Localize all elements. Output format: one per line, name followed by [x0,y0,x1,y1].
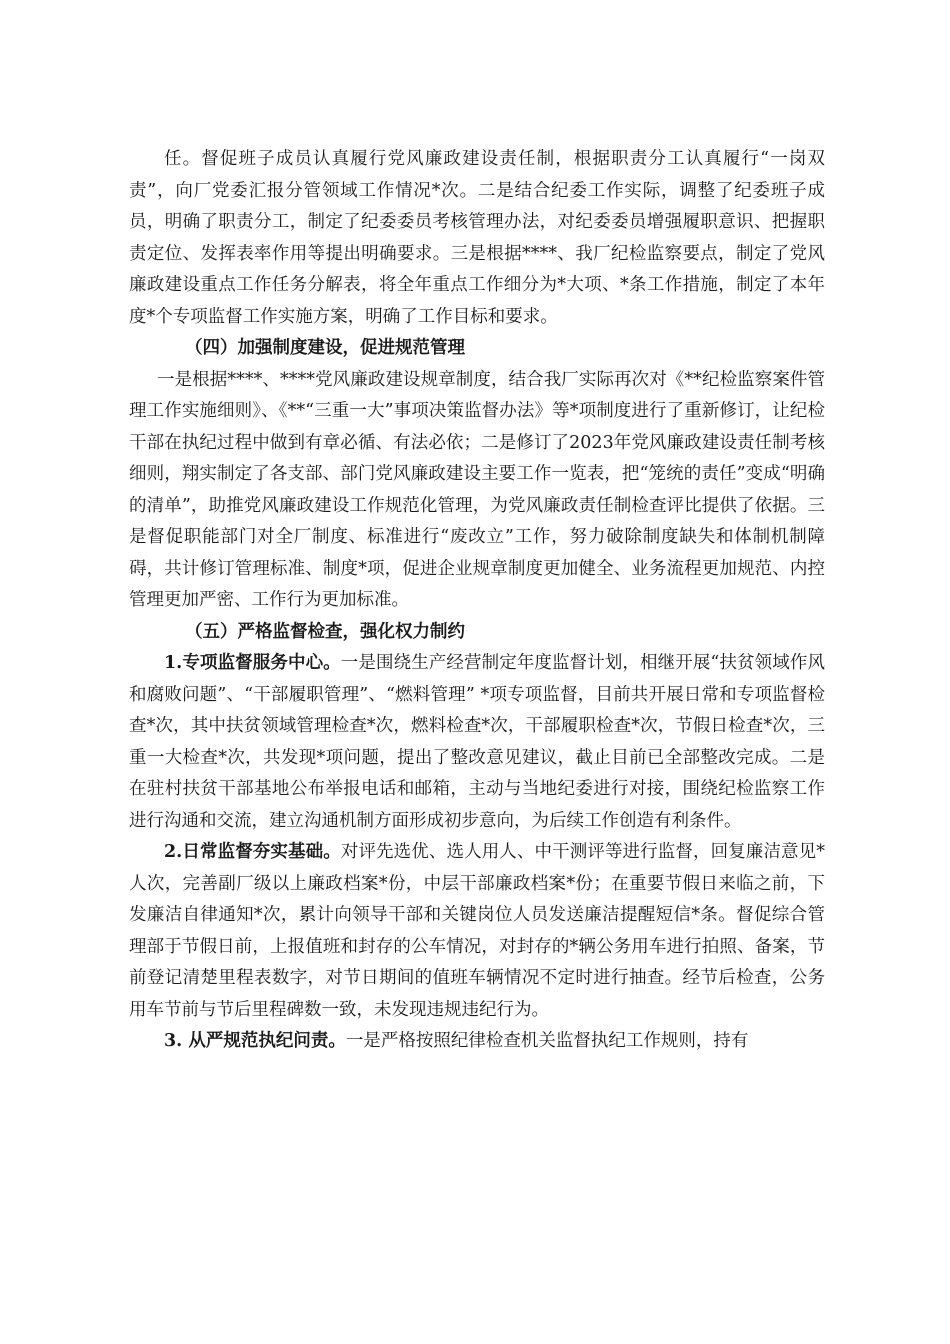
item-title: 1.专项监督服务中心。 [164,653,341,673]
item-body: 一是严格按照纪律检查机关监督执纪工作规则，持有 [345,1031,749,1051]
paragraph-system-building: 一是根据****、****党风廉政建设规章制度，结合我厂实际再次对《**纪检监察案件管理工作实施细则》、《**“三重一大”事项决策监督办法》等*项制度进行了重新修订，让纪检干部在执纪过程中做到有章必循、有法必依；二是修订了2023年党风廉政建设责任制考核细则，翔实制定了各支部、部门党风廉政建设主要工作一览表，把“笼统的责任”变成“明确的清单”，助推党风廉政建设工作规范化管理，为党风廉政责任制检查评比提供了依据。三是督促职能部门对全厂制度、标准进行“废改立”工作，努力破除制度缺失和体制机制障碍，共计修订管理标准、制度*项，促进企业规章制度更加健全、业务流程更加规范、内控管理更加严密、工作行为更加标准。 [129,369,825,610]
item-title: 2.日常监督夯实基础。 [164,842,341,862]
section-heading-5: （五）严格监督检查，强化权力制约 [185,621,465,642]
document-body [129,144,825,1058]
paragraph-responsibility: 任。督促班子成员认真履行党风廉政建设责任制，根据职责分工认真履行“一岗双责”，向厂党委汇报分管领域工作情况*次。二是结合纪委工作实际，调整了纪委班子成员，明确了职责分工，制定了纪委委员考核管理办法，对纪委委员增强履职意识、把握职责定位、发挥表率作用等提出明确要求。三是根据****、我厂纪检监察要点，制定了党风廉政建设重点工作任务分解表，将全年重点工作细分为*大项、*条工作措施，制定了本年度*个专项监督工作实施方案，明确了工作目标和要求。 [129,149,825,327]
item-daily-supervision [129,837,825,1026]
section-heading-4: （四）加强制度建设，促进规范管理 [185,338,465,358]
item-title: 3. 从严规范执纪问责。 [164,1031,346,1051]
item-special-supervision [129,648,825,837]
item-discipline-accountability [129,1026,825,1058]
item-body: 对评先选优、选人用人、中干测评等进行监督，回复廉洁意见*人次，完善副厂级以上廉政档案*份，中层干部廉政档案*份；在重要节假日来临之前，下发廉洁自律通知*次，累计向领导干部和关键岗位人员发送廉洁提醒短信*条。督促综合管理部于节假日前，上报值班和封存的公车情况，对封存的*辆公务用车进行拍照、备案，节前登记清楚里程表数字，对节日期间的值班车辆情况不定时进行抽查。经节后检查，公务用车节前与节后里程碑数一致，未发现违规违纪行为。 [129,842,825,1020]
item-body: 一是围绕生产经营制定年度监督计划，相继开展“扶贫领域作风和腐败问题”、“干部履职管理”、“燃料管理” *项专项监督，目前共开展日常和专项监督检查*次，其中扶贫领域管理检查*次，燃料检查*次，干部履职检查*次，节假日检查*次，三重一大检查*次，共发现*项问题，提出了整改意见建议，截止目前已全部整改完成。二是在驻村扶贫干部基地公布举报电话和邮箱，主动与当地纪委进行对接，围绕纪检监察工作进行沟通和交流，建立沟通机制方面形成初步意向，为后续工作创造有利条件。 [129,653,825,831]
